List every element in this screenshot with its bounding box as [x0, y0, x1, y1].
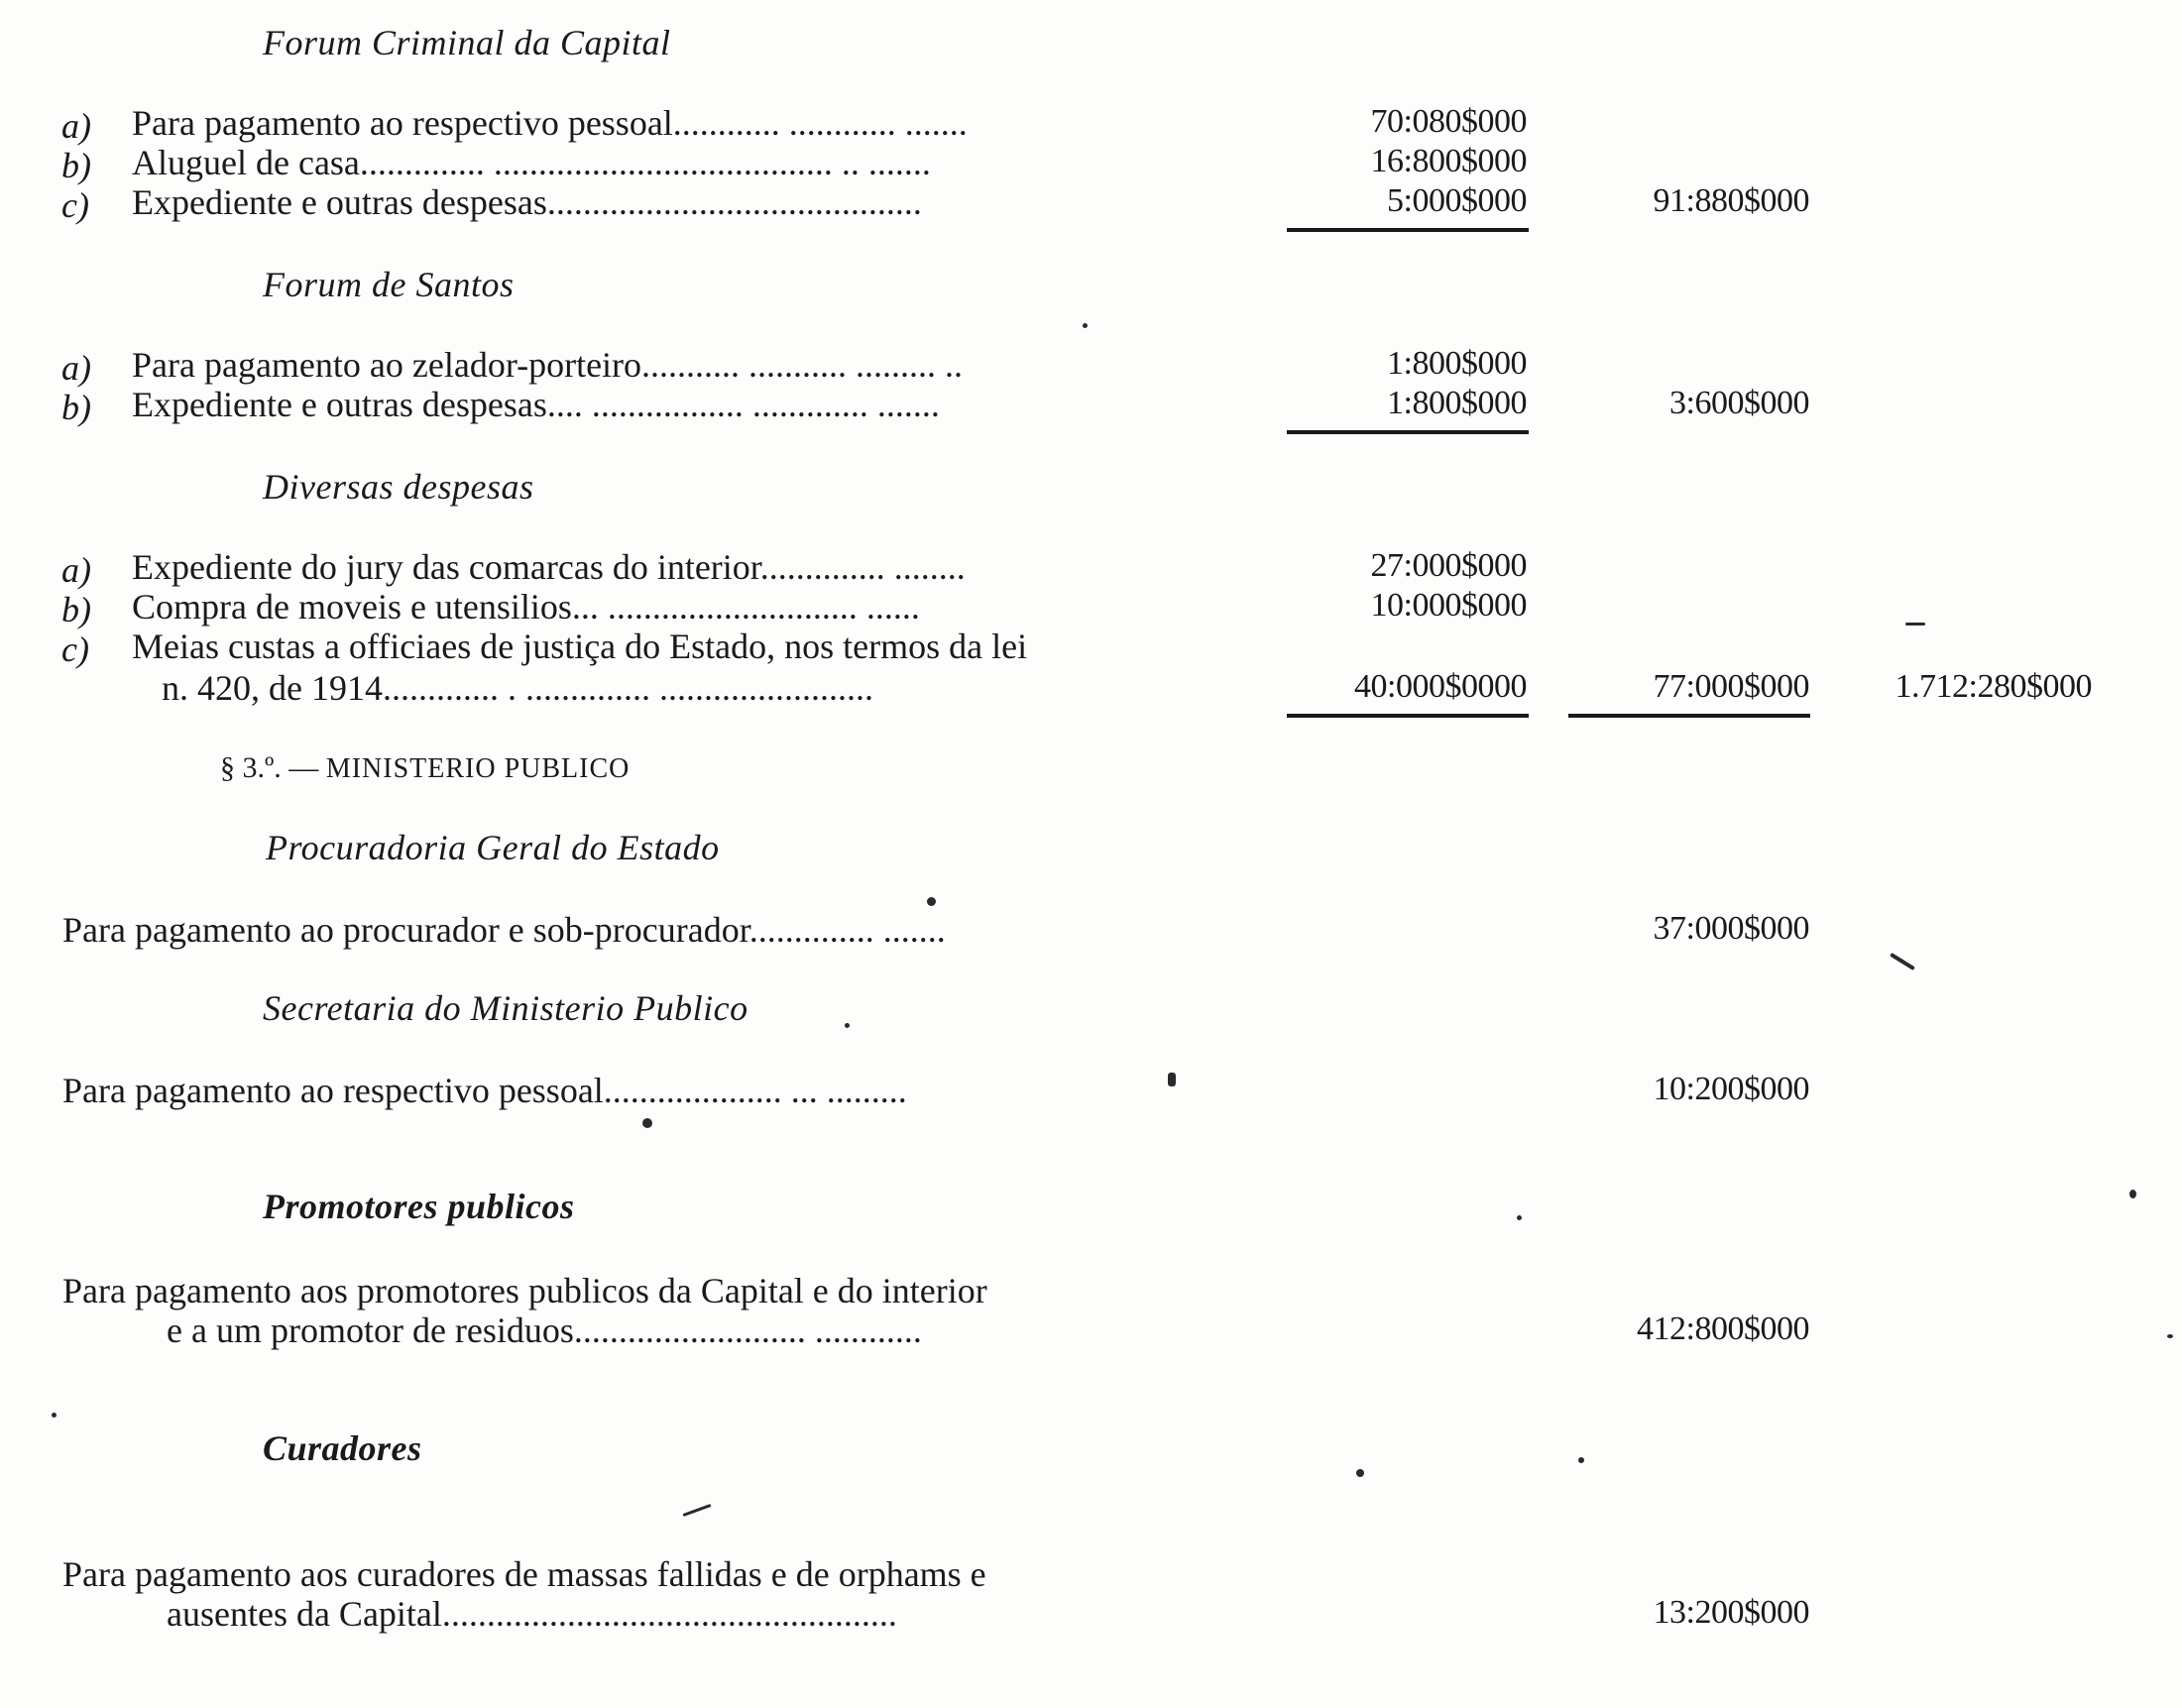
item-text: Para pagamento ao respectivo pessoal............ ............ .......	[132, 103, 968, 143]
scan-speck	[1168, 1073, 1176, 1086]
scan-speck	[682, 1504, 711, 1517]
item-text-continuation: n. 420, de 1914............. . .............. ........................	[162, 668, 873, 708]
item-letter: c)	[61, 629, 89, 669]
item-text: Para pagamento ao zelador-porteiro........... ........... ......... ..	[132, 345, 964, 385]
scan-speck	[2167, 1334, 2173, 1338]
scan-speck	[927, 897, 936, 906]
sum-rule	[1287, 228, 1529, 232]
scan-speck	[845, 1023, 850, 1028]
item-text: Meias custas a officiaes de justiça do Estado, nos termos da lei	[132, 626, 1028, 666]
item-letter: a)	[61, 106, 91, 146]
section-title	[220, 751, 630, 785]
sum-rule	[1287, 714, 1529, 718]
forum-santos-heading: Forum de Santos	[263, 265, 515, 304]
sum-rule	[1287, 430, 1529, 434]
promotores-heading: Promotores publicos	[263, 1187, 575, 1226]
item-amount: 13:200$000	[1653, 1594, 1809, 1631]
item-text-continuation: ausentes da Capital...................................................	[167, 1594, 897, 1634]
subtotal-amount: 77:000$000	[1653, 668, 1809, 705]
section-name: MINISTERIO PUBLICO	[325, 753, 631, 784]
item-amount: 70:080$000	[1370, 103, 1527, 140]
procuradoria-heading: Procuradoria Geral do Estado	[266, 828, 720, 867]
item-letter: b)	[61, 590, 91, 629]
item-amount: 10:000$000	[1370, 587, 1527, 624]
scan-speck	[2129, 1190, 2136, 1198]
item-amount: 1:800$000	[1387, 345, 1527, 382]
sum-rule	[1568, 714, 1810, 718]
scan-speck	[642, 1118, 652, 1128]
item-text: Para pagamento aos promotores publicos da Capital e do interior	[62, 1271, 987, 1310]
item-text: Para pagamento aos curadores de massas fallidas e de orphams e	[62, 1554, 986, 1594]
item-text: Expediente do jury das comarcas do interior.............. ........	[132, 547, 966, 587]
item-text: Expediente e outras despesas.... ................. ............. .......	[132, 385, 940, 424]
secretaria-heading: Secretaria do Ministerio Publico	[263, 988, 748, 1028]
item-amount: 412:800$000	[1637, 1310, 1809, 1347]
subtotal-amount: 91:880$000	[1653, 182, 1809, 219]
scan-speck	[52, 1413, 57, 1418]
item-text-continuation: e a um promotor de residuos.......................... ............	[167, 1310, 922, 1350]
item-text: Aluguel de casa.............. ...................................... .. .......	[132, 143, 931, 182]
item-text: Para pagamento ao procurador e sob-procurador.............. .......	[62, 910, 946, 950]
item-amount: 10:200$000	[1653, 1071, 1809, 1107]
scan-speck	[1890, 953, 1915, 970]
item-amount: 40:000$0000	[1354, 668, 1527, 705]
diversas-heading: Diversas despesas	[263, 467, 534, 507]
scan-speck	[1905, 623, 1925, 626]
item-letter: b)	[61, 388, 91, 427]
curadores-heading: Curadores	[263, 1428, 422, 1468]
item-letter: a)	[61, 550, 91, 590]
scan-speck	[1578, 1457, 1584, 1463]
scan-speck	[1517, 1215, 1522, 1220]
subtotal-amount: 3:600$000	[1669, 385, 1809, 421]
item-text: Expediente e outras despesas..........................................	[132, 182, 922, 222]
item-amount: 5:000$000	[1387, 182, 1527, 219]
item-amount: 27:000$000	[1370, 547, 1527, 584]
item-amount: 1:800$000	[1387, 385, 1527, 421]
item-amount: 37:000$000	[1653, 910, 1809, 947]
item-text: Compra de moveis e utensilios... ............................ ......	[132, 587, 920, 626]
item-letter: c)	[61, 185, 89, 225]
item-text: Para pagamento ao respectivo pessoal.................... ... .........	[62, 1071, 907, 1110]
item-amount: 16:800$000	[1370, 143, 1527, 179]
forum-criminal-heading: Forum Criminal da Capital	[263, 23, 671, 62]
section-mark: § 3.º. —	[220, 751, 319, 784]
scan-speck	[1083, 323, 1088, 328]
scan-speck	[1356, 1469, 1364, 1477]
grand-total-amount: 1.712:280$000	[1895, 668, 2092, 705]
item-letter: a)	[61, 348, 91, 388]
item-letter: b)	[61, 146, 91, 185]
